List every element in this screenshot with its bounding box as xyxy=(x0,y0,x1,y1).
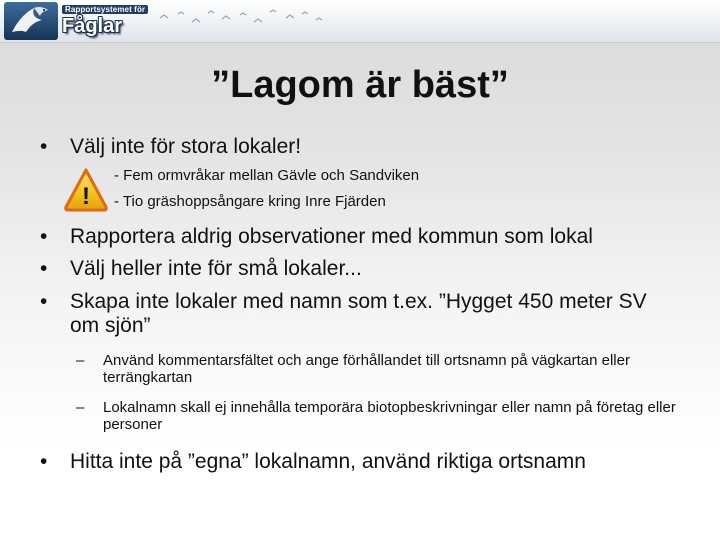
bird-logo-icon xyxy=(4,2,58,40)
warning-symbol: ! xyxy=(82,183,90,210)
slide-title: ”Lagom är bäst” xyxy=(211,64,509,106)
sub-bullet-text: Använd kommentarsfältet och ange förhållandet till ortsnamn på vägkartan eller terrängkartan xyxy=(103,352,630,386)
bullet-text: Hitta inte på ”egna” lokalnamn, använd riktiga ortsnamn xyxy=(70,450,586,473)
sub-bullet-dash: – xyxy=(76,399,85,416)
header-bar xyxy=(0,0,720,43)
warning-example: - Fem ormvråkar mellan Gävle och Sandviken xyxy=(114,167,420,184)
bullet-text: Välj inte för stora lokaler! xyxy=(70,135,302,158)
bullet-text: Rapportera aldrig observationer med kommun som lokal xyxy=(70,225,593,248)
bullet-dot: • xyxy=(40,290,48,313)
warning-example: - Tio gräshoppsångare kring Inre Fjärden xyxy=(114,193,386,210)
warning-icon xyxy=(63,167,109,213)
sub-bullet-dash: – xyxy=(76,352,85,369)
bullet-dot: • xyxy=(40,225,48,248)
bullet-text: Välj heller inte för små lokaler... xyxy=(70,257,362,280)
bird-flock-icon xyxy=(150,4,330,34)
bullet-dot: • xyxy=(40,257,48,280)
brand-tagline: Rapportsystemet för xyxy=(62,5,148,14)
brand-logo[interactable] xyxy=(4,2,144,39)
bullet-dot: • xyxy=(40,450,48,473)
bullet-dot: • xyxy=(40,135,48,158)
bullet-text: Skapa inte lokaler med namn som t.ex. ”Hygget 450 meter SV om sjön” xyxy=(70,290,647,337)
brand-name: Fåglar xyxy=(62,15,123,37)
sub-bullet-text: Lokalnamn skall ej innehålla temporära biotopbeskrivningar eller namn på företag eller personer xyxy=(103,399,676,433)
